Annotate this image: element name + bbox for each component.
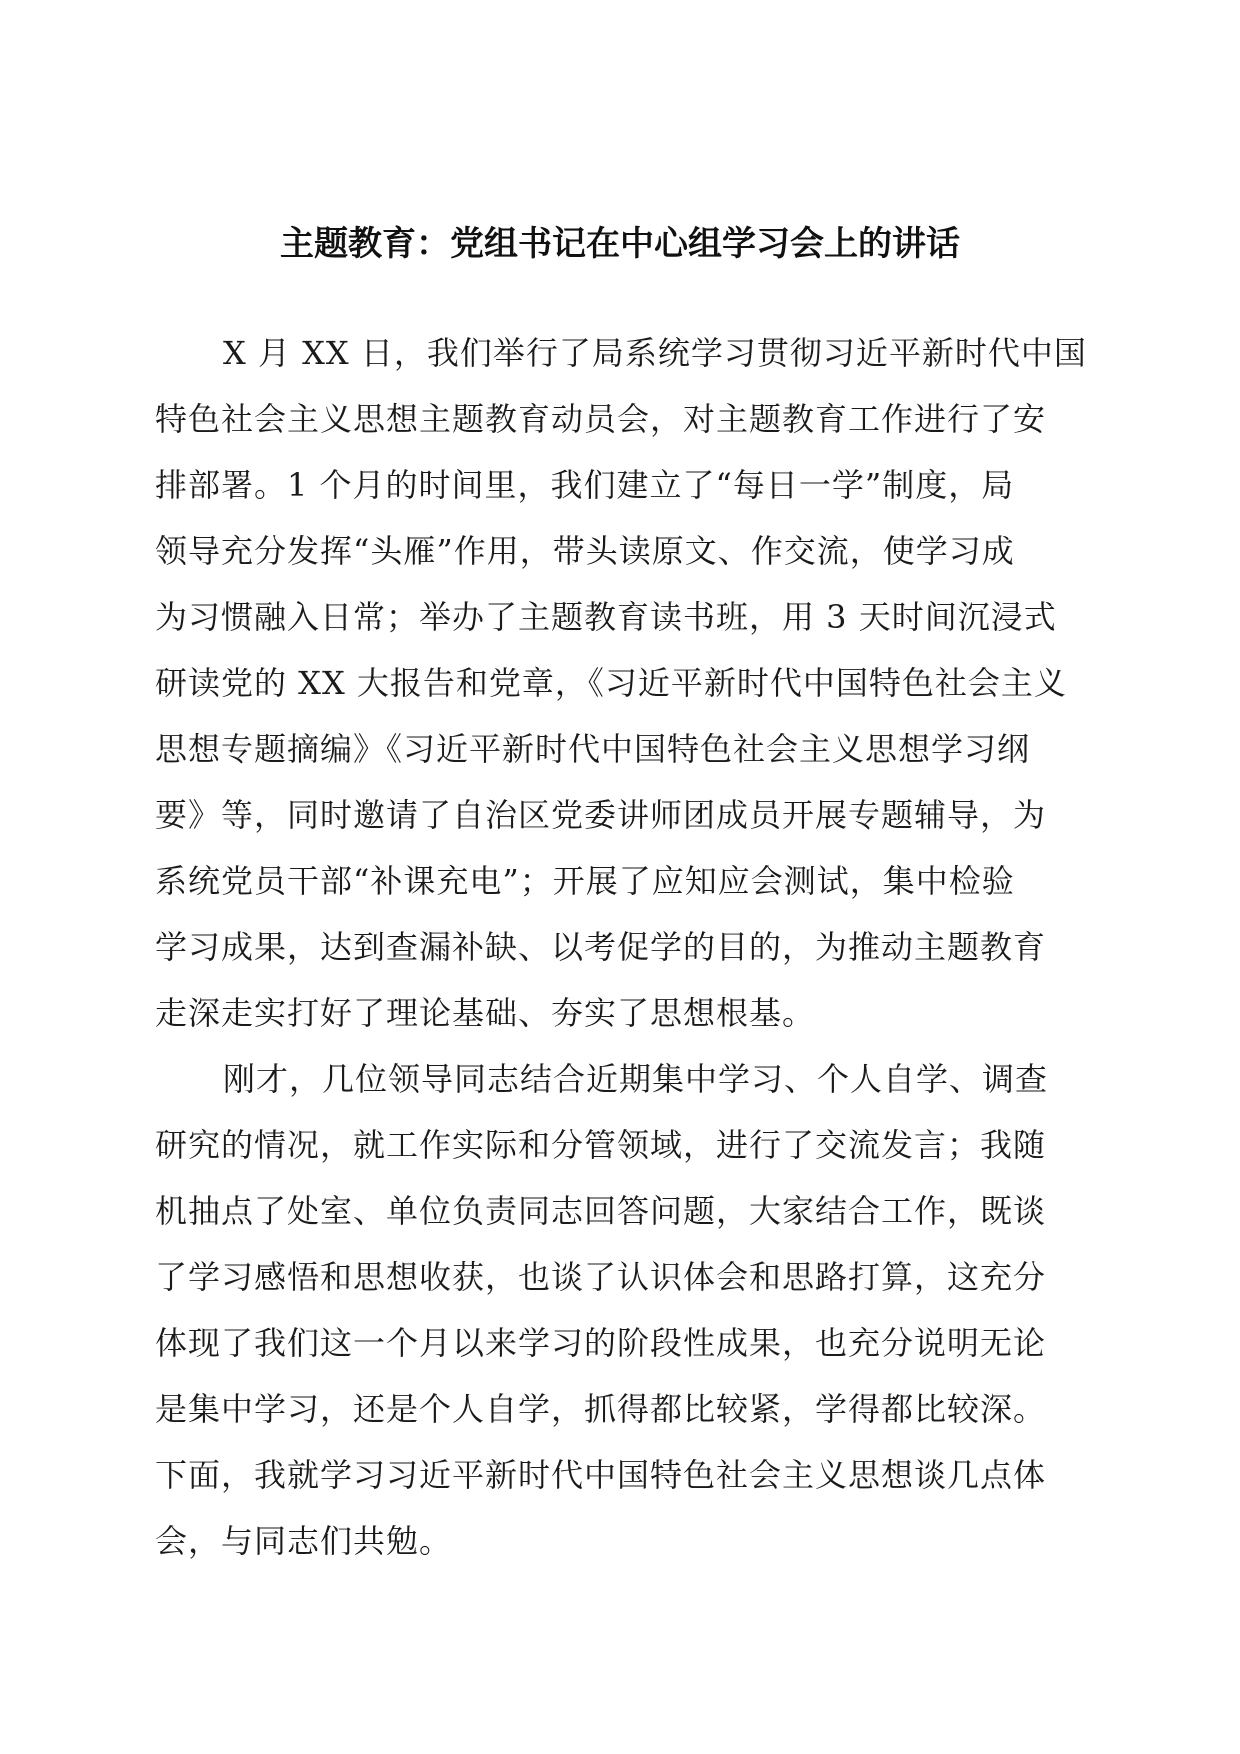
paragraph-line: 走深走实打好了理论基础、夯实了思想根基。 xyxy=(155,994,816,1032)
paragraph-1 xyxy=(155,320,1087,1046)
document-title: 主题教育：党组书记在中心组学习会上的讲话 xyxy=(280,224,960,264)
paragraph-2 xyxy=(155,1046,1087,1574)
paragraph-line: 系统党员干部“补课充电”；开展了应知应会测试，集中检验 xyxy=(155,862,1015,900)
paragraph-line: 为习惯融入日常；举办了主题教育读书班，用 3 天时间沉浸式 xyxy=(155,598,1057,636)
paragraph-line: X 月 XX 日，我们举行了局系统学习贯彻习近平新时代中国 xyxy=(223,334,1087,372)
paragraph-line: 机抽点了处室、单位负责同志回答问题，大家结合工作，既谈 xyxy=(155,1192,1047,1230)
paragraph-line: 领导充分发挥“头雁”作用，带头读原文、作交流，使学习成 xyxy=(155,532,1015,570)
document-body xyxy=(155,320,1087,1574)
paragraph-line: 是集中学习，还是个人自学，抓得都比较紧，学得都比较深。 xyxy=(155,1390,1047,1428)
paragraph-line: 特色社会主义思想主题教育动员会，对主题教育工作进行了安 xyxy=(155,400,1047,438)
paragraph-line: 了学习感悟和思想收获，也谈了认识体会和思路打算，这充分 xyxy=(155,1258,1047,1296)
paragraph-line: 思想专题摘编》《习近平新时代中国特色社会主义思想学习纲 xyxy=(155,730,1031,768)
paragraph-line: 下面，我就学习习近平新时代中国特色社会主义思想谈几点体 xyxy=(155,1456,1047,1494)
paragraph-line: 研究的情况，就工作实际和分管领域，进行了交流发言；我随 xyxy=(155,1126,1047,1164)
paragraph-line: 体现了我们这一个月以来学习的阶段性成果，也充分说明无论 xyxy=(155,1324,1047,1362)
paragraph-line: 会，与同志们共勉。 xyxy=(155,1522,453,1560)
paragraph-line: 排部署。1 个月的时间里，我们建立了“每日一学”制度，局 xyxy=(155,466,1015,504)
paragraph-line: 学习成果，达到查漏补缺、以考促学的目的，为推动主题教育 xyxy=(155,928,1047,966)
paragraph-line: 刚才，几位领导同志结合近期集中学习、个人自学、调查 xyxy=(223,1060,1049,1098)
paragraph-line: 研读党的 XX 大报告和党章，《习近平新时代中国特色社会主义 xyxy=(155,664,1067,702)
paragraph-line: 要》等，同时邀请了自治区党委讲师团成员开展专题辅导，为 xyxy=(155,796,1047,834)
